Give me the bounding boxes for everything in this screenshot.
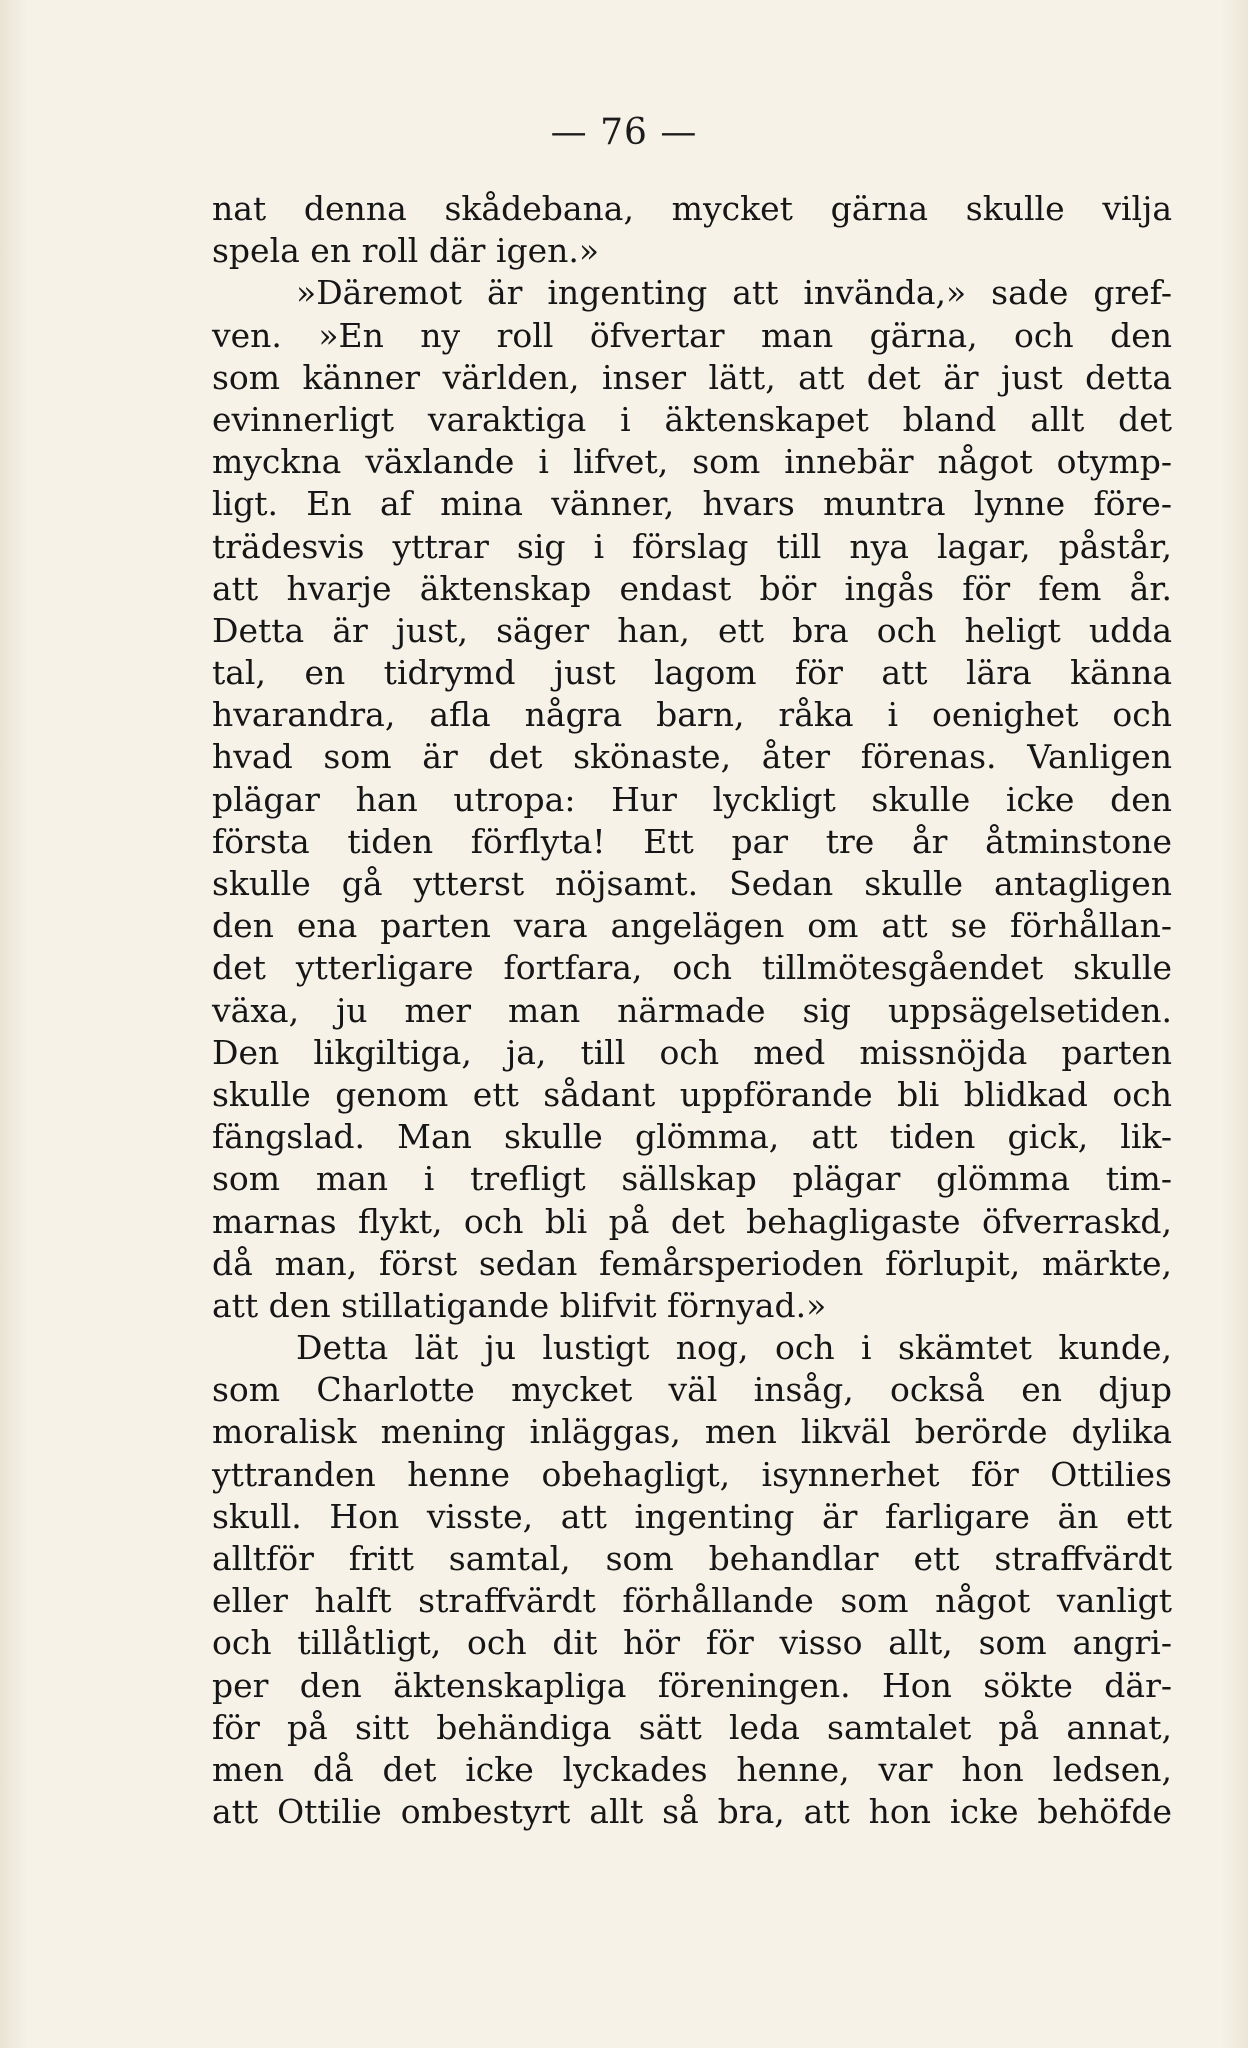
- text-line: trädesvis yttrar sig i förslag till nya lagar, påstår,: [212, 526, 1172, 566]
- text-line: plägar han utropa: Hur lyckligt skulle icke den: [212, 779, 1172, 819]
- text-line: växa, ju mer man närmade sig uppsägelsetiden.: [212, 990, 1172, 1030]
- text-line: den ena parten vara angelägen om att se förhållan-: [212, 906, 1172, 946]
- text-line: Den likgiltiga, ja, till och med missnöjda parten: [212, 1032, 1172, 1072]
- text-line: Detta är just, säger han, ett bra och heligt udda: [212, 610, 1172, 650]
- text-line: ven. »En ny roll öfvertar man gärna, och den: [212, 315, 1172, 355]
- text-line: nat denna skådebana, mycket gärna skulle vilja: [212, 189, 1172, 228]
- text-line: Detta lät ju lustigt nog, och i skämtet kunde,: [296, 1328, 1172, 1368]
- text-line: för på sitt behändiga sätt leda samtalet på annat,: [212, 1707, 1172, 1747]
- text-line: hvad som är det skönaste, åter förenas. Vanligen: [212, 737, 1172, 777]
- text-line: fängslad. Man skulle glömma, att tiden gick, lik-: [212, 1117, 1172, 1157]
- text-line: eller halft straffvärdt förhållande som något vanligt: [212, 1581, 1172, 1621]
- text-line: första tiden förflyta! Ett par tre år åtminstone: [212, 821, 1172, 861]
- body-text: [212, 188, 1172, 1833]
- text-line: hvarandra, afla några barn, råka i oenighet och: [212, 695, 1172, 735]
- text-line: tal, en tidrymd just lagom för att lära känna: [212, 653, 1172, 693]
- text-line: yttranden henne obehagligt, isynnerhet för Ottilies: [212, 1454, 1172, 1494]
- text-line: att hvarje äktenskap endast bör ingås för fem år.: [212, 568, 1172, 608]
- text-line: att den stillatigande blifvit förnyad.»: [212, 1285, 827, 1325]
- text-line: att Ottilie ombestyrt allt så bra, att hon icke behöfde: [212, 1792, 1172, 1832]
- text-line: som känner världen, inser lätt, att det är just detta: [212, 357, 1172, 397]
- text-line: ligt. En af mina vänner, hvars muntra lynne före-: [212, 484, 1172, 524]
- text-line: och tillåtligt, och dit hör för visso allt, som angri-: [212, 1623, 1172, 1663]
- text-line: marnas flykt, och bli på det behagligaste öfverraskd,: [212, 1201, 1172, 1241]
- text-line: men då det icke lyckades henne, var hon ledsen,: [212, 1749, 1172, 1789]
- text-line: skull. Hon visste, att ingenting är farligare än ett: [212, 1496, 1172, 1536]
- text-line: som Charlotte mycket väl insåg, också en djup: [212, 1370, 1172, 1410]
- text-line: skulle gå ytterst nöjsamt. Sedan skulle antagligen: [212, 864, 1172, 903]
- text-line: per den äktenskapliga föreningen. Hon sökte där-: [212, 1665, 1172, 1705]
- text-line: skulle genom ett sådant uppförande bli blidkad och: [212, 1074, 1172, 1114]
- text-line: »Däremot är ingenting att invända,» sade gref-: [296, 273, 1172, 313]
- text-line: då man, först sedan femårsperioden förlupit, märkte,: [212, 1243, 1172, 1283]
- text-line: som man i trefligt sällskap plägar glömma tim-: [212, 1159, 1172, 1199]
- text-line: moralisk mening inläggas, men likväl berörde dylika: [212, 1412, 1172, 1452]
- text-line: myckna växlande i lifvet, som innebär något otymp-: [212, 442, 1172, 482]
- text-line: det ytterligare fortfara, och tillmötesgåendet skulle: [212, 948, 1172, 988]
- text-line: alltför fritt samtal, som behandlar ett straffvärdt: [212, 1539, 1172, 1578]
- page-number: — 76 —: [550, 112, 698, 153]
- text-line: spela en roll där igen.»: [212, 231, 600, 271]
- text-line: evinnerligt varaktiga i äktenskapet bland allt det: [212, 399, 1172, 439]
